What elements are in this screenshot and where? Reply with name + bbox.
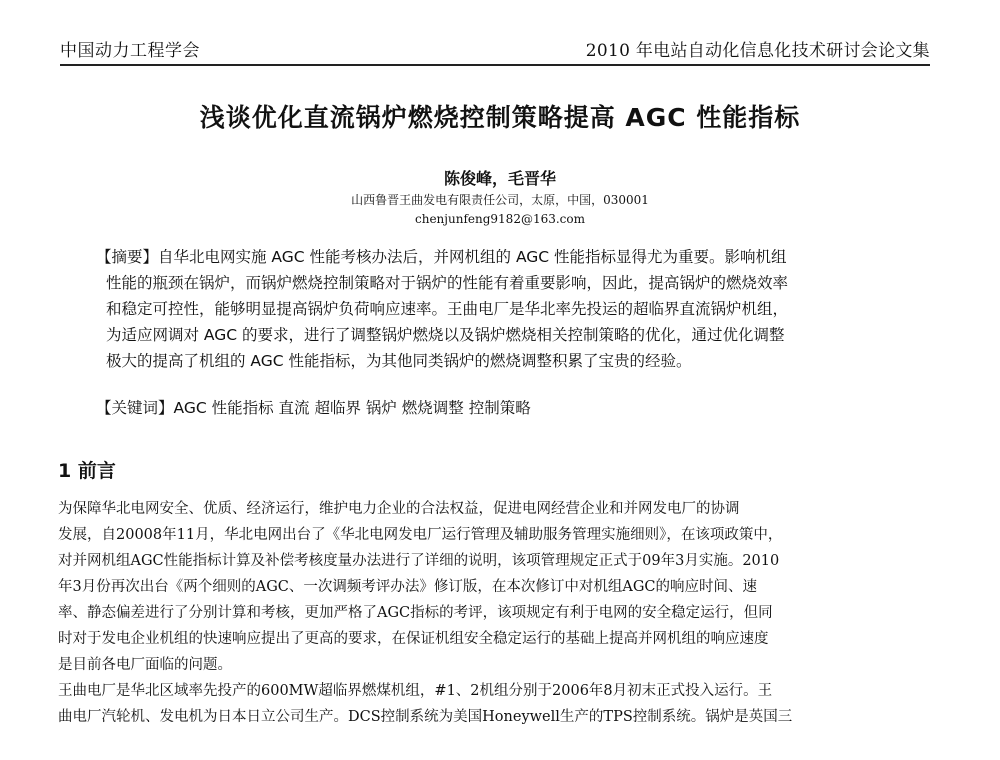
body-line: 率、静态偏差进行了分别计算和考核，更加严格了AGC指标的考评，该项规定有利于电网的安全稳定运行，但同	[58, 605, 773, 621]
abstract-line: 极大的提高了机组的 AGC 性能指标，为其他同类锅炉的燃烧调整积累了宝贵的经验。	[106, 352, 692, 370]
running-header	[60, 34, 930, 66]
abstract-line: 【摘要】自华北电网实施 AGC 性能考核办法后，并网机组的 AGC 性能指标显得尤为重要。影响机组	[96, 248, 787, 266]
abstract	[96, 244, 896, 374]
paper-title: 浅谈优化直流锅炉燃烧控制策略提高 AGC 性能指标	[199, 103, 801, 132]
paper-authors: 陈俊峰，毛晋华	[443, 169, 556, 188]
body-line: 对并网机组AGC性能指标计算及补偿考核度量办法进行了详细的说明，该项管理规定正式于09年3月实施。2010	[58, 553, 780, 569]
section-body	[58, 496, 928, 730]
abstract-line: 为适应网调对 AGC 的要求，进行了调整锅炉燃烧以及锅炉燃烧相关控制策略的优化，通过优化调整	[106, 326, 785, 344]
body-line: 发展，自20008年11月，华北电网出台了《华北电网发电厂运行管理及辅助服务管理实施细则》，在该项政策中，	[58, 527, 783, 543]
body-line: 曲电厂汽轮机、发电机为日本日立公司生产。DCS控制系统为美国Honeywell生产的TPS控制系统。锅炉是英国三	[58, 709, 793, 725]
body-line: 为保障华北电网安全、优质、经济运行，维护电力企业的合法权益，促进电网经营企业和并网发电厂的协调	[58, 501, 740, 517]
section-heading: 1 前言	[58, 460, 116, 482]
body-line: 是目前各电厂面临的问题。	[58, 657, 232, 673]
body-line: 时对于发电企业机组的快速响应提出了更高的要求，在保证机组安全稳定运行的基础上提高并网机组的响应速度	[58, 631, 769, 647]
author-email: chenjunfeng9182@163.com	[415, 212, 585, 226]
body-line: 王曲电厂是华北区域率先投产的600MW超临界燃煤机组，#1、2机组分别于2006年8月初末正式投入运行。王	[58, 683, 773, 699]
abstract-line: 和稳定可控性，能够明显提高锅炉负荷响应速率。王曲电厂是华北率先投运的超临界直流锅炉机组，	[106, 300, 789, 318]
author-affiliation: 山西鲁晋王曲发电有限责任公司，太原，中国，030001	[351, 193, 649, 207]
header-proceedings: 2010 年电站自动化信息化技术研讨会论文集	[585, 41, 930, 61]
header-society: 中国动力工程学会	[60, 41, 200, 61]
keywords: 【关键词】AGC 性能指标 直流 超临界 锅炉 燃烧调整 控制策略	[96, 399, 531, 417]
abstract-line: 性能的瓶颈在锅炉，而锅炉燃烧控制策略对于锅炉的性能有着重要影响，因此，提高锅炉的燃烧效率	[106, 274, 789, 292]
body-line: 年3月份再次出台《两个细则的AGC、一次调频考评办法》修订版，在本次修订中对机组AGC的响应时间、速	[58, 579, 758, 595]
